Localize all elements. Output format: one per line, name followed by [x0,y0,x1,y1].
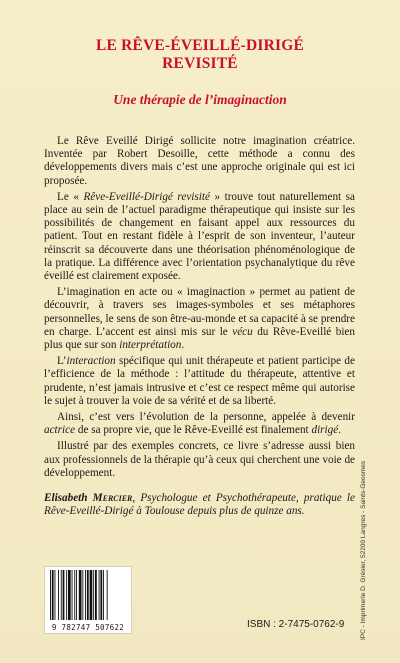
text-run: du Rêve-Eveillé bien plus que sur son [44,325,355,352]
blurb-text [44,135,355,483]
printer-credit: IPC - Imprimerie D. Grésier, 52200 Langres - Saints-Geosmes [360,460,367,640]
blurb-paragraph-3 [44,286,355,352]
book-title [0,37,400,73]
blurb-paragraph-1: Le Rêve Eveillé Dirigé sollicite notre imagination créatrice. Inventée par Robert Desoille, cette méthode a connu des développements divers mais c’est une approche originale qui est ici proposée. [44,135,355,187]
text-run: Le « [57,190,84,203]
author-last-name: Mercier [92,492,133,504]
barcode-bar [100,570,102,620]
barcode-bar [82,570,83,620]
text-run: . [181,339,185,352]
emphasis-run: actrice [44,424,76,437]
barcode-digits: 9 782747 507622 [51,623,125,632]
text-run: » trouve tout naturellement sa place au sein de l’actuel paradigme thérapeutique qui insiste sur les possibilités de changement en faisant appel aux ressources du patient. Tout en restant fidèle à l’esprit de son inventeur, l’auteur réinscrit sa découverte dans une théorisation phénoménologique de la pratique. La différence avec l’orientation psychanalytique du rêve éveillé est clairement exposée. [44,190,355,283]
blurb-paragraph-2 [44,191,355,283]
barcode-bar [66,570,67,620]
barcode-bar [61,570,62,620]
barcode-bar [63,570,65,620]
barcode-bar [107,570,108,620]
barcode-bar [99,570,100,620]
barcode-bar [76,570,77,620]
text-run: L’imagination en acte ou « imaginaction » permet au patient de découvrir, à travers ses images-symboles et ses métaphores personnelles, le sens de son être-au-monde et sa capacité à se prendre en charge. L’accent est ainsi mis sur le [44,286,355,338]
book-subtitle: Une thérapie de l’imaginaction [113,92,287,107]
barcode-bar [79,570,82,620]
text-run: de sa propre vie, que le Rêve-Eveillé est finalement [75,424,312,437]
barcode-bar [55,570,56,620]
barcode-bar [50,570,51,620]
barcode-bars [49,570,127,620]
barcode-bar [93,570,94,620]
text-run: Ainsi, c’est vers l’évolution de la personne, appelée à devenir [57,411,355,424]
emphasis-run: interaction [66,355,116,368]
text-run: L’ [57,355,67,368]
blurb-paragraph-6: Illustré par des exemples concrets, ce livre s’adresse aussi bien aux professionnels de la thérapie qu’à ceux qui cherchent une voie de développement. [44,440,355,479]
emphasis-run: dirigé [311,424,339,437]
emphasis-run: interprétation [119,339,182,352]
text-run: spécifique qui unit thérapeute et patient participe de l’efficience de la méthode : l’attitude du thérapeute, attentive et prudente, n’est jamais intrusive et c’est ce respect même qui autorise le sujet à trouver la voie de sa vérité et de sa liberté. [44,355,355,407]
barcode [44,566,132,634]
barcode-bar [72,570,73,620]
title-line-1: LE RÊVE-ÉVEILLÉ-DIRIGÉ [95,37,305,54]
barcode-bar [74,570,75,620]
barcode-bar [58,570,59,620]
emphasis-run: Rêve-Eveillé-Dirigé revisité [83,190,210,203]
author-description: , Psychologue et Psychothérapeute, pratique le Rêve-Eveillé-Dirigé à Toulouse depuis plus de quinze ans. [44,492,356,518]
emphasis-run: vécu [232,325,253,338]
barcode-bar [52,570,54,620]
blurb-paragraph-4 [44,355,355,408]
barcode-bar [95,570,97,620]
isbn: ISBN : 2-7475-0762-9 [247,619,345,630]
text-run: . [338,424,341,437]
barcode-bar [68,570,71,620]
title-line-2: REVISITÉ [162,55,238,72]
author-first-name: Elisabeth [44,492,88,504]
barcode-bar [90,570,93,620]
blurb-paragraph-5 [44,411,355,437]
author-bio [44,492,355,518]
barcode-bar [103,570,104,620]
barcode-bar [87,570,89,620]
barcode-bar [85,570,86,620]
